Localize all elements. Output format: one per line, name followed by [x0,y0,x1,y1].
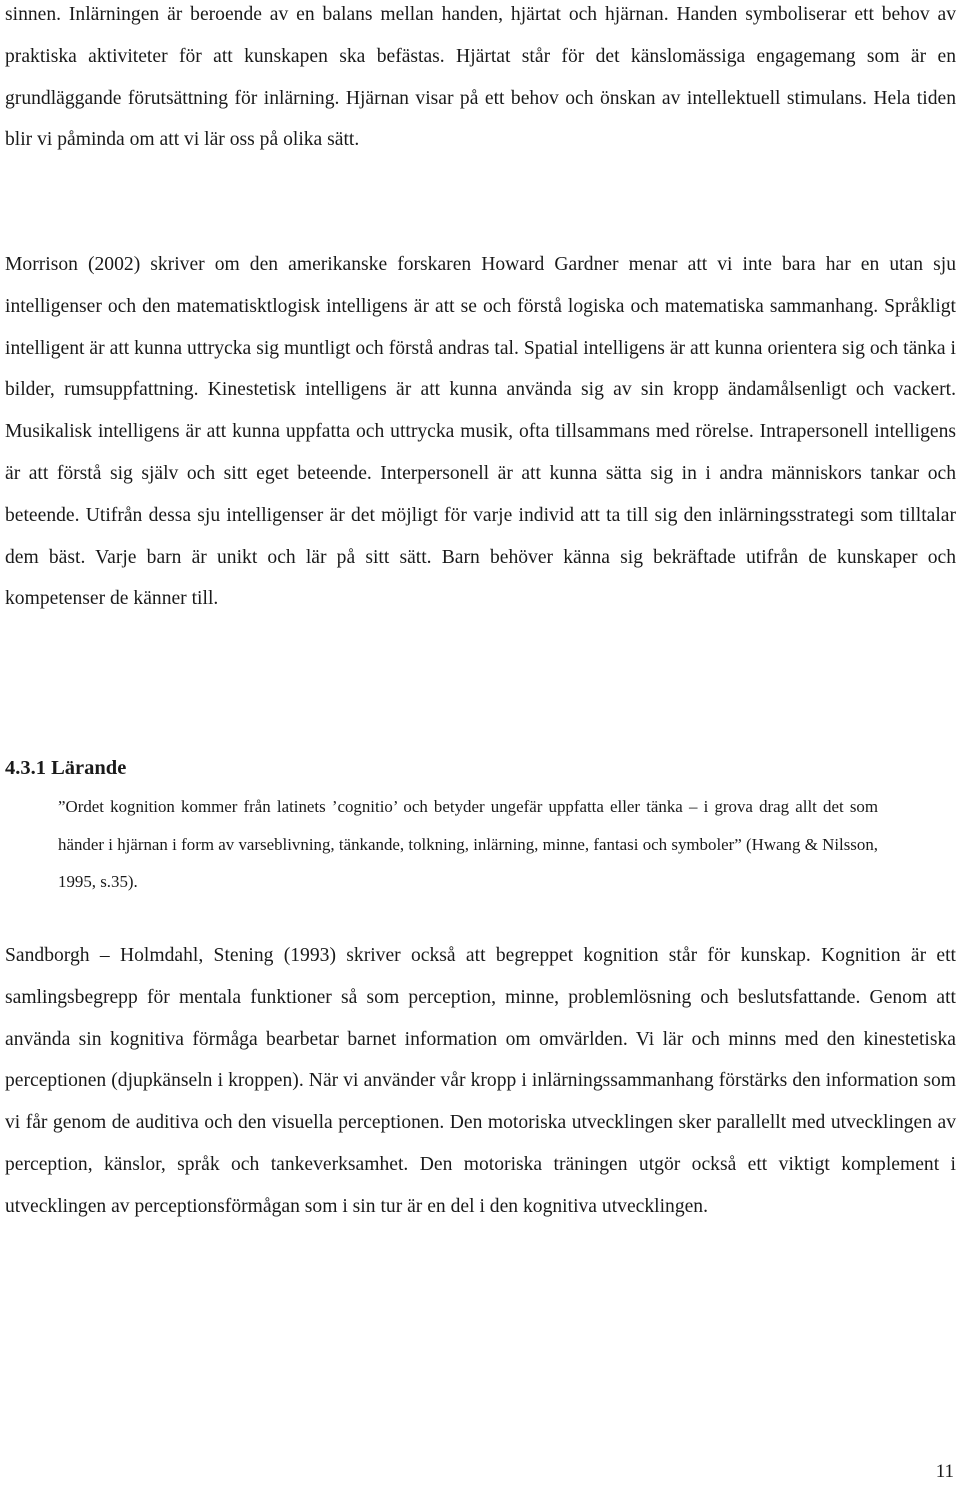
body-paragraph: Sandborgh – Holmdahl, Stening (1993) skriver också att begreppet kognition står för kunskap. Kognition är ett samlingsbegrepp för mentala funktioner så som perception, minne, problemlösning och beslutsfattande. Genom att använda sin kognitiva förmåga bearbetar barnet information om omvärlden. Vi lär och minns med den kinestetiska perceptionen (djupkänseln i kroppen). När vi använder vår kropp i inlärningssammanhang förstärks den information som vi får genom de auditiva och den visuella perceptionen. Den motoriska utvecklingen sker parallellt med utvecklingen av perception, känslor, språk och tankeverksamhet. Den motoriska träningen utgör också ett viktigt komplement i utvecklingen av perceptionsförmågan som i sin tur är en del i den kognitiva utvecklingen. [5,945,956,1217]
section-heading: 4.3.1 Lärande [5,757,127,779]
body-paragraph: Morrison (2002) skriver om den amerikanske forskaren Howard Gardner menar att vi inte bara har en utan sju intelligenser och den matematisktlogisk intelligens är att se och förstå logiska och matematiska sammanhang. Språkligt intelligent är att kunna uttrycka sig muntligt och förstå andras tal. Spatial intelligens är att kunna orientera sig och tänka i bilder, rumsuppfattning. Kinestetisk intelligens är att kunna använda sig av sin kropp ändamålsenligt och vackert. Musikalisk intelligens är att kunna uppfatta och uttrycka musik, ofta tillsammans med rörelse. Intrapersonell intelligens är att förstå sig själv och sitt eget beteende. Interpersonell är att kunna sätta sig in i andra människors tankar och beteende. Utifrån dessa sju intelligenser är det möjligt för varje individ att ta till sig den inlärningsstrategi som tilltalar dem bäst. Varje barn är unikt och lär på sitt sätt. Barn behöver känna sig bekräftade utifrån de kunskaper och kompetenser de känner till. [5,254,956,610]
page-number: 11 [935,1461,954,1482]
body-paragraph: sinnen. Inlärningen är beroende av en balans mellan handen, hjärtat och hjärnan. Handen symboliserar ett behov av praktiska aktiviteter för att kunskapen ska befästas. Hjärtat står för det känslomässiga engagemang som är en grundläggande förutsättning för inlärning. Hjärnan visar på ett behov och önskan av intellektuell stimulans. Hela tiden blir vi påminda om att vi lär oss på olika sätt. [5,4,956,151]
block-quote: ”Ordet kognition kommer från latinets ’cognitio’ och betyder ungefär uppfatta eller tänka – i grova drag allt det som händer i hjärnan i form av varseblivning, tänkande, tolkning, inlärning, minne, fantasi och symboler” (Hwang & Nilsson, 1995, s.35). [58,797,878,891]
